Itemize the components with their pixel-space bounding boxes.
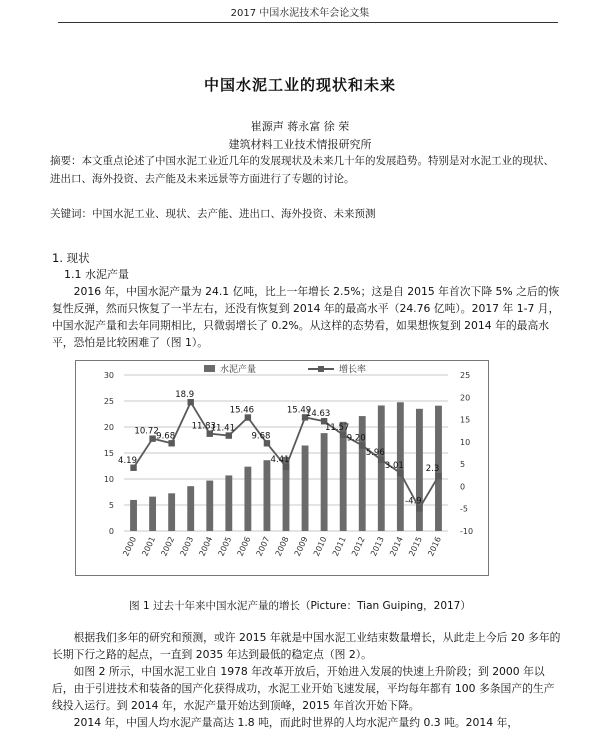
header-divider: [58, 22, 558, 23]
y-left-tick-label: 0: [108, 527, 114, 536]
y-right-tick-label: 20: [460, 393, 471, 403]
bar-2004: [206, 481, 213, 531]
bar-2005: [225, 475, 232, 531]
figure-1-chart: [75, 360, 489, 576]
y-right-tick-label: 5: [460, 460, 466, 470]
x-tick-label: 2011: [330, 535, 348, 558]
figure-1-caption: 图 1 过去十年来中国水泥产量的增长（Picture：Tian Guiping，2017）: [129, 600, 471, 612]
bar-2011: [340, 422, 347, 531]
growth-data-label: 3.01: [384, 461, 404, 472]
bar-2010: [321, 433, 328, 531]
y-right-tick-label: -10: [460, 527, 474, 536]
chart-svg: [76, 361, 488, 575]
body-paragraph-2: 根据我们多年的研究和预测，或许 2015 年就是中国水泥工业结束数量增长，从此走上今后 20 多年的长期下行之路的起点，一直到 2035 年达到最低的稳定点（图 2）。: [52, 631, 561, 661]
paper-authors: 崔源声 蒋永富 徐 荣: [250, 120, 350, 133]
bar-2003: [187, 486, 194, 531]
paper-affiliation: 建筑材料工业技术情报研究所: [228, 138, 372, 151]
growth-data-label: 9.68: [251, 431, 271, 442]
y-left-tick-label: 30: [103, 371, 114, 380]
legend-swatch-bar: [204, 365, 215, 372]
y-left-tick-label: 25: [103, 397, 114, 406]
bar-2000: [130, 500, 137, 531]
bar-2013: [378, 405, 385, 531]
growth-data-label: 11.83: [191, 421, 216, 432]
x-tick-label: 2007: [254, 535, 272, 558]
x-tick-label: 2014: [388, 535, 405, 558]
growth-data-label: 11.57: [325, 422, 350, 433]
bar-2009: [302, 446, 309, 531]
legend-marker-line: [318, 366, 324, 372]
bar-2006: [244, 467, 251, 531]
bar-2002: [168, 493, 175, 531]
x-tick-label: 2010: [311, 535, 329, 558]
x-tick-label: 2000: [121, 535, 139, 558]
growth-data-label: 15.46: [229, 405, 255, 416]
bar-2007: [264, 460, 271, 531]
y-right-tick-label: 15: [460, 415, 471, 425]
bar-2015: [416, 409, 423, 531]
y-right-tick-label: 0: [460, 482, 466, 492]
growth-data-label: 4.41: [270, 454, 290, 465]
x-tick-label: 2013: [369, 535, 386, 558]
growth-data-label: 9.20: [346, 433, 366, 444]
bar-2001: [149, 497, 156, 531]
growth-data-label: 9.68: [156, 431, 176, 442]
section-heading-1-1: 1.1 水泥产量: [64, 268, 129, 281]
growth-data-label: 15.49: [286, 405, 312, 416]
running-header: 2017 中国水泥技术年会论文集: [230, 8, 370, 19]
section-heading-1: 1. 现状: [52, 251, 90, 265]
legend-label-line: 增长率: [339, 365, 367, 375]
growth-data-label: -4.9: [405, 496, 422, 507]
growth-data-label: 14.63: [305, 409, 331, 420]
body-paragraph-1: 2016 年，中国水泥产量为 24.1 亿吨，比上一年增长 2.5%；这是自 2015 年首次下降 5% 之后的恢复性反弹，然而只恢复了一半左右，还没有恢复到 2014 年的最高水平（24.76 亿吨）。2017 年 1-7 月，中国水泥产量和去年同期相比，只微弱增长了 0.2%。从这样的态势看，如果想恢复到 2014 年的最高水平，恐怕是比较困难了（图 1）。: [52, 285, 560, 349]
x-tick-label: 2012: [350, 535, 367, 558]
paper-title: 中国水泥工业的现状和未来: [203, 76, 396, 94]
y-right-tick-label: 25: [460, 371, 471, 380]
x-tick-label: 2003: [178, 535, 196, 558]
x-tick-label: 2006: [235, 535, 253, 558]
y-left-tick-label: 15: [103, 449, 114, 458]
growth-data-label: 2.3: [425, 464, 440, 475]
x-tick-label: 2001: [140, 535, 158, 558]
x-tick-label: 2015: [407, 535, 424, 558]
y-left-tick-label: 20: [103, 423, 114, 432]
growth-data-label: 5.96: [365, 447, 385, 458]
growth-data-label: 10.72: [134, 426, 159, 437]
growth-data-label: 18.9: [175, 390, 195, 401]
body-paragraph-4: 2014 年，中国人均水泥产量高达 1.8 吨，而此时世界的人均水泥产量约 0.3 吨。2014 年，: [73, 716, 519, 729]
growth-data-label: 4.19: [118, 455, 137, 466]
x-tick-label: 2008: [273, 535, 291, 558]
x-tick-label: 2005: [216, 535, 234, 558]
paper-keywords: 关键词：中国水泥工业、现状、去产能、进出口、海外投资、未来预测: [50, 208, 376, 220]
body-paragraph-3: 如图 2 所示，中国水泥工业自 1978 年改革开放后，开始进入发展的快速上升阶段；到 2000 年以后，由于引进技术和装备的国产化获得成功，水泥工业开始飞速发展，平均每年都有 100 多条国产的生产线投入运行。到 2014 年，水泥产量开始达到顶峰，2015 年首次开始下降。: [52, 665, 555, 712]
x-tick-label: 2009: [292, 535, 310, 558]
y-left-tick-label: 5: [108, 501, 114, 510]
legend-label-bar: 水泥产量: [220, 365, 257, 375]
growth-data-label: 11.41: [210, 423, 235, 434]
y-right-tick-label: -5: [460, 504, 468, 514]
x-tick-label: 2016: [426, 535, 444, 558]
y-left-tick-label: 10: [103, 475, 114, 484]
paper-abstract: 摘要：本文重点论述了中国水泥工业近几年的发展现状及未来几十年的发展趋势。特别是对水泥工业的现状、进出口、海外投资、去产能及未来远景等方面进行了专题的讨论。: [50, 155, 554, 185]
x-tick-label: 2002: [159, 535, 177, 558]
x-tick-label: 2004: [197, 535, 215, 558]
y-right-tick-label: 10: [460, 437, 471, 447]
